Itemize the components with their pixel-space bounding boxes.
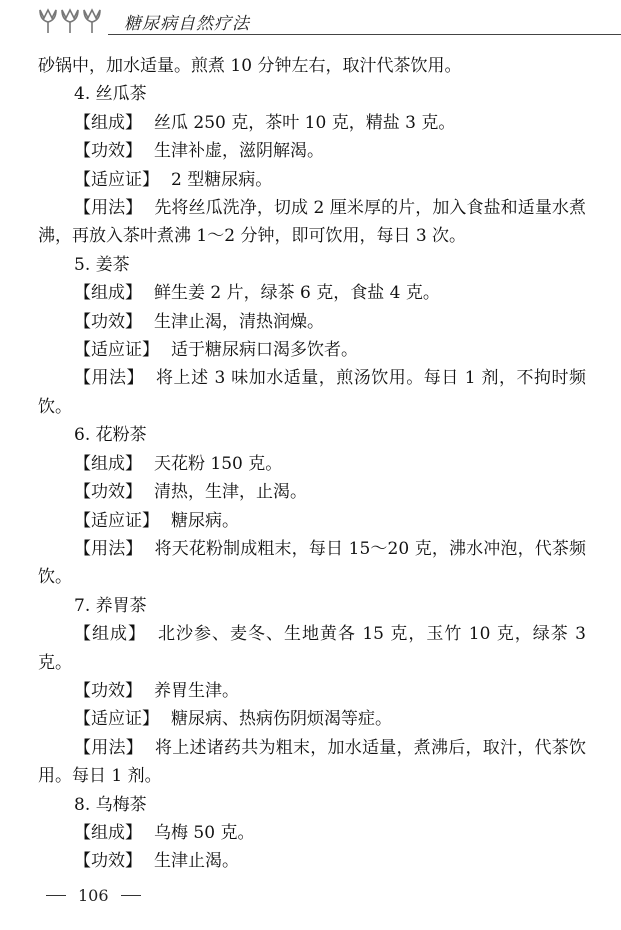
item-label: 【适应证】 <box>74 510 159 531</box>
item-text: 鲜生姜 2 片，绿茶 6 克，食盐 4 克。 <box>154 283 440 304</box>
page-header <box>0 0 621 40</box>
item-label: 【适应证】 <box>74 340 159 361</box>
page-body <box>38 52 586 876</box>
section-heading: 4. 丝瓜茶 <box>74 84 147 105</box>
item-text: 丝瓜 250 克，茶叶 10 克，精盐 3 克。 <box>154 112 456 133</box>
item-label: 【组成】 <box>74 624 146 645</box>
item-text: 将天花粉制成粗末，每日 15～20 克，沸水冲泡，代茶频饮。 <box>38 538 586 588</box>
item-label: 【组成】 <box>74 112 142 133</box>
item-label: 【用法】 <box>74 538 143 559</box>
item-text: 将上述 3 味加水适量，煎汤饮用。每日 1 剂，不拘时频饮。 <box>38 368 587 417</box>
section-heading: 6. 花粉茶 <box>74 425 147 446</box>
item-text: 适于糖尿病口渴多饮者。 <box>171 340 358 361</box>
section-heading: 5. 姜茶 <box>74 254 130 275</box>
item-label: 【功效】 <box>74 851 142 872</box>
item-line <box>38 336 586 364</box>
item-line <box>38 507 586 535</box>
item-line <box>38 166 586 194</box>
item-label: 【组成】 <box>74 283 142 304</box>
item-label: 【用法】 <box>74 737 143 758</box>
item-label: 【适应证】 <box>74 709 159 730</box>
footer-dash-right <box>121 895 141 896</box>
header-rule <box>108 34 621 35</box>
item-label: 【功效】 <box>74 482 142 503</box>
item-line <box>38 109 586 137</box>
item-label: 【功效】 <box>74 680 142 701</box>
tulip-ornament-icon <box>36 6 108 34</box>
item-label: 【用法】 <box>74 198 143 219</box>
item-label: 【功效】 <box>74 141 142 162</box>
section-heading: 7. 养胃茶 <box>74 595 147 616</box>
item-line <box>38 308 586 336</box>
item-text: 养胃生津。 <box>154 680 239 701</box>
item-line <box>38 279 586 307</box>
item-line <box>38 194 586 251</box>
item-text: 2 型糖尿病。 <box>171 169 273 190</box>
item-line <box>38 705 586 733</box>
section-heading: 8. 乌梅茶 <box>74 794 147 815</box>
footer-dash-left <box>46 895 66 896</box>
item-label: 【适应证】 <box>74 169 159 190</box>
page-number: 106 <box>78 886 109 905</box>
item-text: 糖尿病、热病伤阴烦渴等症。 <box>171 709 392 730</box>
item-line <box>38 620 586 677</box>
item-line <box>38 137 586 165</box>
page-footer <box>46 886 141 905</box>
item-text: 生津止渴。 <box>154 851 239 872</box>
item-line <box>38 847 586 875</box>
item-text: 先将丝瓜洗净，切成 2 厘米厚的片，加入食盐和适量水煮沸，再放入茶叶煮沸 1～2 分钟，即可饮用，每日 3 次。 <box>38 198 586 247</box>
item-text: 清热，生津，止渴。 <box>154 482 307 503</box>
item-label: 【用法】 <box>74 368 145 389</box>
item-line <box>38 535 586 592</box>
item-line <box>38 819 586 847</box>
item-line <box>38 677 586 705</box>
item-line <box>38 364 586 421</box>
item-label: 【组成】 <box>74 822 142 843</box>
running-header-title: 糖尿病自然疗法 <box>124 14 250 34</box>
item-text: 生津止渴，清热润燥。 <box>154 311 324 332</box>
item-line <box>38 734 586 791</box>
body-line: 砂锅中，加水适量。煎煮 10 分钟左右，取汁代茶饮用。 <box>38 56 462 76</box>
item-label: 【功效】 <box>74 311 142 332</box>
item-text: 天花粉 150 克。 <box>154 453 283 474</box>
item-label: 【组成】 <box>74 453 142 474</box>
item-text: 生津补虚，滋阴解渴。 <box>154 141 324 162</box>
item-text: 将上述诸药共为粗末，加水适量，煮沸后，取汁，代茶饮用。每日 1 剂。 <box>38 737 586 787</box>
item-text: 糖尿病。 <box>171 510 239 531</box>
item-line <box>38 450 586 478</box>
item-text: 乌梅 50 克。 <box>154 822 255 843</box>
item-text: 北沙参、麦冬、生地黄各 15 克，玉竹 10 克，绿茶 3 克。 <box>38 624 586 673</box>
item-line <box>38 478 586 506</box>
